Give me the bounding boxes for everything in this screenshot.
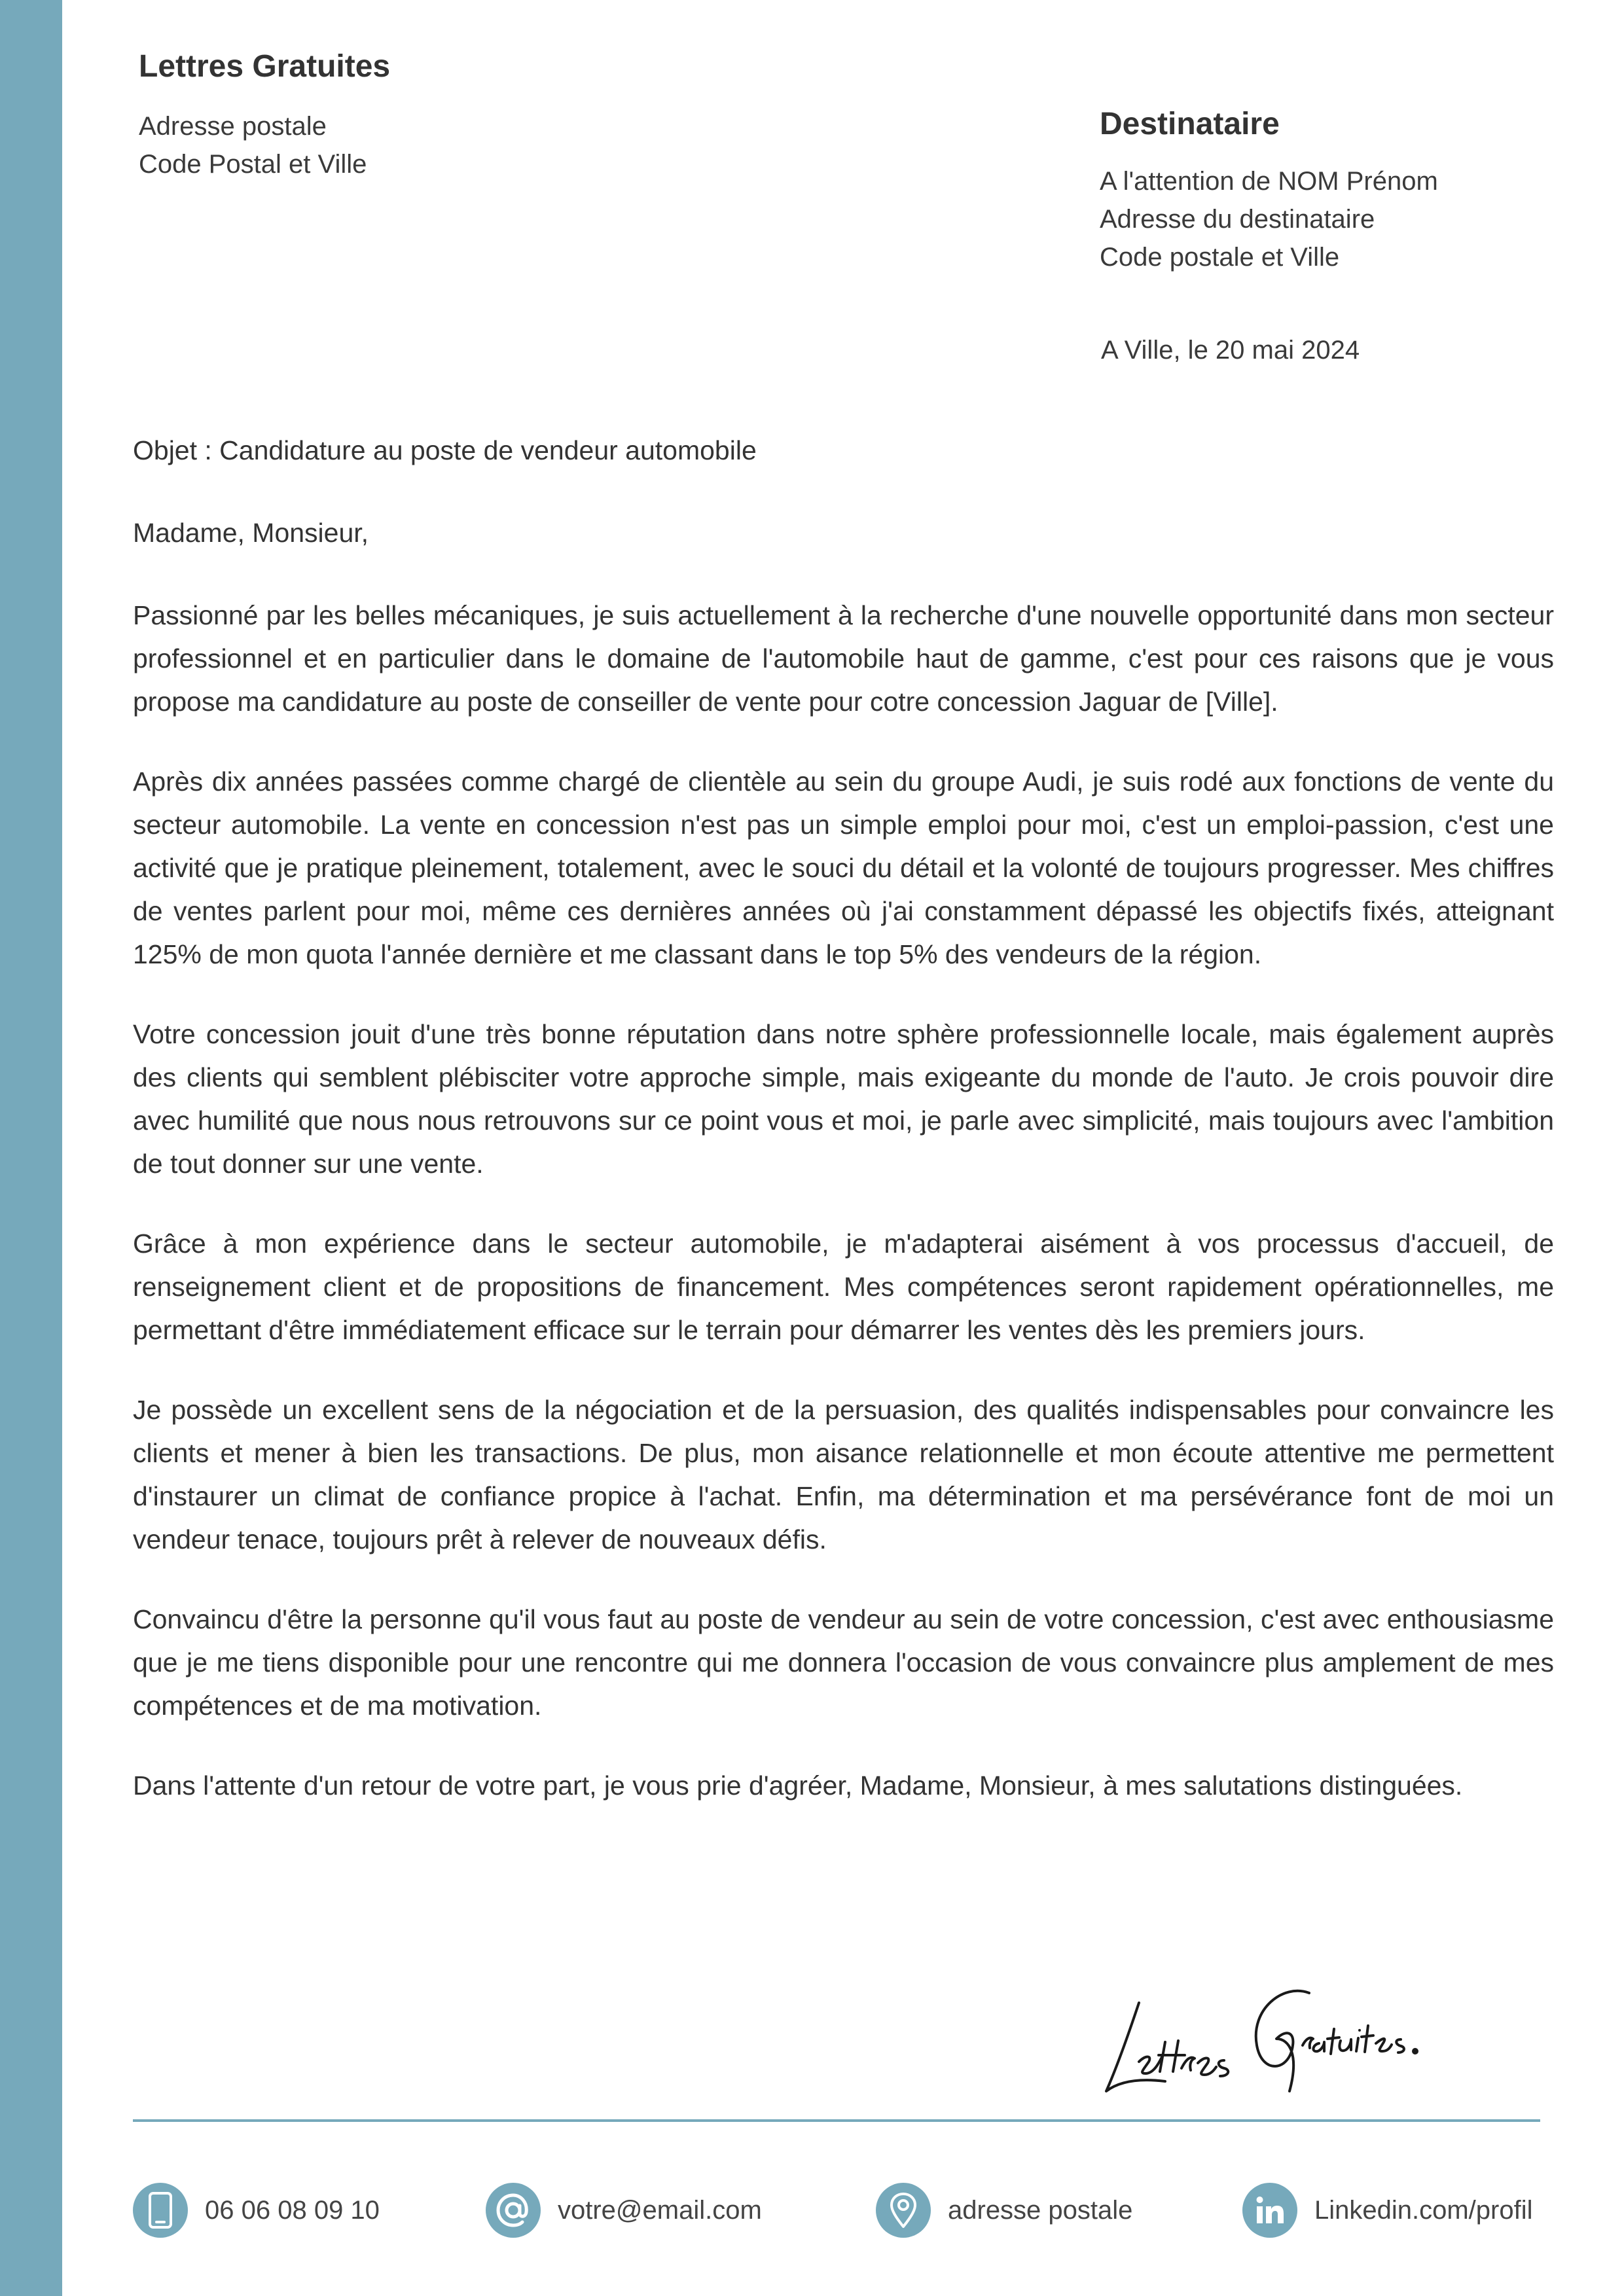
footer-email-text: votre@email.com — [558, 2196, 762, 2225]
handwritten-signature — [1093, 1983, 1486, 2101]
footer-address — [876, 2183, 1132, 2238]
paragraph-skills: Grâce à mon expérience dans le secteur automobile, je m'adapterai aisément à vos processus d'accueil, de renseignement client et de propositions de financement. Mes compétences seront rapidement opérationnelles, me permettant d'être immédiatement efficace sur le terrain pour démarrer les ventes dès les premiers jours. — [133, 1229, 1554, 1345]
sender-city: Code Postal et Ville — [139, 150, 367, 179]
letter-body — [133, 429, 1554, 1844]
footer-divider — [133, 2119, 1540, 2122]
linkedin-icon — [1242, 2183, 1297, 2238]
paragraph-experience: Après dix années passées comme chargé de clientèle au sein du groupe Audi, je suis rodé aux fonctions de vente du secteur automobile. La vente en concession n'est pas un simple emploi pour moi, c'est un emploi-passion, c'est une activité que je pratique pleinement, totalement, avec le souci du détail et la volonté de toujours progresser. Mes chiffres de ventes parlent pour moi, même ces dernières années où j'ai constamment dépassé les objectifs fixés, atteignant 125% de mon quota l'année dernière et me classant dans le top 5% des vendeurs de la région. — [133, 766, 1554, 969]
letter-date: A Ville, le 20 mai 2024 — [1101, 336, 1360, 365]
letter-greeting: Madame, Monsieur, — [133, 518, 369, 548]
sender-name: Lettres Gratuites — [139, 49, 391, 84]
footer-linkedin — [1242, 2183, 1533, 2238]
footer-phone-text: 06 06 08 09 10 — [205, 2196, 380, 2225]
recipient-title: Destinataire — [1100, 107, 1280, 141]
at-icon — [486, 2183, 541, 2238]
paragraph-intro: Passionné par les belles mécaniques, je suis actuellement à la recherche d'une nouvelle opportunité dans mon secteur professionnel et en particulier dans le domaine de l'automobile haut de gamme, c'est pour ces raisons que je vous propose ma candidature au poste de conseiller de vente pour cotre concession Jaguar de [Ville]. — [133, 600, 1554, 717]
sidebar-accent-bar — [0, 0, 62, 2296]
location-pin-icon — [876, 2183, 931, 2238]
sender-address: Adresse postale — [139, 112, 327, 141]
phone-icon — [133, 2183, 188, 2238]
footer-phone — [133, 2183, 380, 2238]
recipient-attention: A l'attention de NOM Prénom — [1100, 167, 1438, 196]
paragraph-qualities: Je possède un excellent sens de la négociation et de la persuasion, des qualités indispensables pour convaincre les clients et mener à bien les transactions. De plus, mon aisance relationnelle et mon écoute attentive me permettent d'instaurer un climat de confiance propice à l'achat. Enfin, ma détermination et ma persévérance font de moi un vendeur tenace, toujours prêt à relever de nouveaux défis. — [133, 1395, 1554, 1554]
paragraph-reputation: Votre concession jouit d'une très bonne réputation dans notre sphère professionnelle locale, mais également auprès des clients qui semblent plébisciter votre approche simple, mais exigeante du monde de l'auto. Je crois pouvoir dire avec humilité que nous nous retrouvons sur ce point vous et moi, je parle avec simplicité, mais toujours avec l'ambition de tout donner sur une vente. — [133, 1019, 1554, 1179]
footer-email — [486, 2183, 762, 2238]
paragraph-closing: Dans l'attente d'un retour de votre part, je vous prie d'agréer, Madame, Monsieur, à mes salutations distinguées. — [133, 1770, 1463, 1801]
recipient-block — [1100, 103, 1438, 276]
footer-address-text: adresse postale — [948, 2196, 1133, 2225]
recipient-city: Code postale et Ville — [1100, 243, 1340, 272]
sender-block — [139, 46, 390, 183]
footer-linkedin-text: Linkedin.com/profil — [1314, 2196, 1533, 2225]
recipient-address: Adresse du destinataire — [1100, 205, 1375, 234]
paragraph-availability: Convaincu d'être la personne qu'il vous faut au poste de vendeur au sein de votre concession, c'est avec enthousiasme que je me tiens disponible pour une rencontre qui me donnera l'occasion de vous convaincre plus amplement de mes compétences et de ma motivation. — [133, 1604, 1554, 1721]
letter-subject: Objet : Candidature au poste de vendeur automobile — [133, 435, 757, 465]
